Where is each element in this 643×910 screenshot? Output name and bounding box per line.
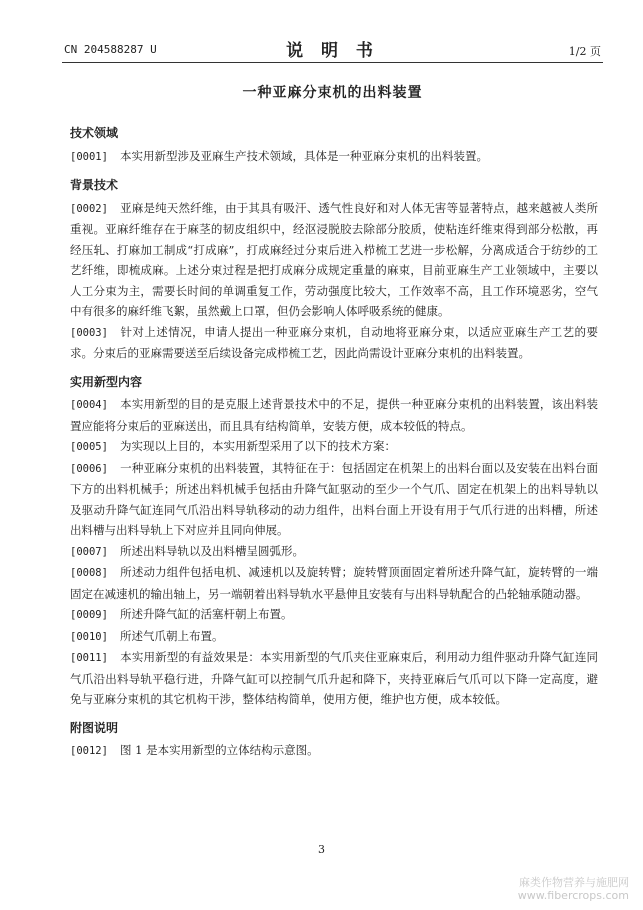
watermark (518, 876, 629, 902)
paragraph-number: [0004] (70, 399, 108, 411)
patent-title: 一种亚麻分束机的出料装置 (242, 85, 423, 101)
paragraph-number: [0011] (70, 652, 108, 664)
section-heading: 实用新型内容 (70, 374, 143, 389)
paragraph (70, 146, 598, 168)
paragraph (70, 541, 598, 563)
document-number: CN 204588287 U (64, 43, 157, 56)
document-body (70, 115, 598, 764)
paragraph-text: 一种亚麻分束机的出料装置，其特征在于：包括固定在机架上的出料台面以及安装在出料台面下方的出料机械手；所述出料机械手包括由升降气缸驱动的至少一个气爪、固定在机架上的出料导轨以及驱动升降气缸连同气爪沿出料导轨移动的动力组件，出料台面上开设有用于气爪行进的出料槽，所述出料槽与出料导轨上下对应并且同向伸展。 (70, 460, 598, 537)
watermark-line2: www.fibercrops.com (517, 889, 629, 902)
section (70, 123, 598, 167)
paragraph (70, 436, 598, 458)
section-heading: 技术领域 (70, 126, 119, 140)
paragraph-text: 亚麻是纯天然纤维，由于其具有吸汗、透气性良好和对人体无害等显著特点，越来越被人类所重视。亚麻纤维存在于麻茎的韧皮组织中，经沤浸脱胶去除部分胶质，使粘连纤维束得到部分松散，再经压轧、打麻加工制成“打成麻”，打成麻经过分束后进入栉梳工艺进一步松解，分离成适合于纺纱的工艺纤维，即梳成麻。上述分束过程是把打成麻分成规定重量的麻束，目前亚麻生产工业领域中，主要以人工分束为主，需要长时间的单调重复工作，劳动强度比较大，工作效率不高，且工作环境恶劣，空气中有很多的麻纤维飞絮，虽然戴上口罩，但仍会影响人体呼吸系统的健康。 (70, 200, 598, 318)
section (70, 718, 598, 762)
document-type-title: 说 明 书 (286, 41, 379, 61)
paragraph-text: 为实现以上目的，本实用新型采用了以下的技术方案： (120, 439, 396, 453)
paragraph-text: 图 1 是本实用新型的立体结构示意图。 (120, 743, 319, 757)
section (70, 372, 598, 710)
paragraph-text: 所述升降气缸的活塞杆朝上布置。 (120, 607, 293, 621)
paragraph-text: 本实用新型涉及亚麻生产技术领域，具体是一种亚麻分束机的出料装置。 (120, 148, 488, 163)
paragraph (70, 647, 598, 710)
paragraph-number: [0007] (70, 545, 108, 558)
page-number: 3 (318, 843, 325, 856)
paragraph-number: [0008] (70, 567, 108, 579)
watermark-line1: 麻类作物营养与施肥网 (519, 876, 629, 889)
paragraph-number: [0005] (70, 441, 108, 453)
paragraph-number: [0001] (70, 150, 108, 163)
section-heading: 附图说明 (70, 720, 119, 735)
paragraph-number: [0006] (70, 462, 108, 475)
paragraph-text: 本实用新型的有益效果是：本实用新型的气爪夹住亚麻束后，利用动力组件驱动升降气缸连同气爪沿出料导轨平稳行进，升降气缸可以控制气爪升起和降下，夹持亚麻后气爪可以下降一定高度，避免与亚麻分束机的其它机构干涉，整体结构简单，使用方便，维护也方便，成本较低。 (70, 650, 598, 706)
paragraph (70, 740, 598, 762)
paragraph-text: 针对上述情况，申请人提出一种亚麻分束机，自动地将亚麻分束，以适应亚麻生产工艺的要求。分束后的亚麻需要送至后续设备完成栉梳工艺，因此尚需设计亚麻分束机的出料装置。 (70, 324, 598, 360)
paragraph-number: [0010] (70, 630, 108, 643)
section-heading: 背景技术 (70, 178, 119, 192)
paragraph (70, 322, 598, 364)
paragraph-text: 所述出料导轨以及出料槽呈圆弧形。 (120, 543, 304, 558)
paragraph (70, 562, 598, 604)
paragraph (70, 458, 598, 541)
paragraph-number: [0003] (70, 326, 108, 339)
paragraph (70, 198, 598, 322)
paragraph-text: 所述气爪朝上布置。 (120, 628, 224, 643)
page-header (62, 36, 603, 63)
paragraph (70, 394, 598, 436)
page-fraction: 1/2 页 (568, 45, 601, 58)
paragraph-number: [0002] (70, 202, 108, 215)
paragraph-text: 本实用新型的目的是克服上述背景技术中的不足，提供一种亚麻分束机的出料装置，该出料装置应能将分束后的亚麻送出，而且具有结构简单，安装方便，成本较低的特点。 (70, 397, 598, 433)
paragraph (70, 626, 598, 648)
section (70, 175, 598, 364)
paragraph-number: [0009] (70, 609, 108, 621)
paragraph-text: 所述动力组件包括电机、减速机以及旋转臂；旋转臂顶面固定着所述升降气缸，旋转臂的一端固定在减速机的输出轴上，另一端朝着出料导轨水平悬伸且安装有与出料导轨配合的凸轮轴承随动器。 (70, 565, 598, 601)
paragraph-number: [0012] (70, 745, 108, 757)
paragraph (70, 604, 598, 626)
